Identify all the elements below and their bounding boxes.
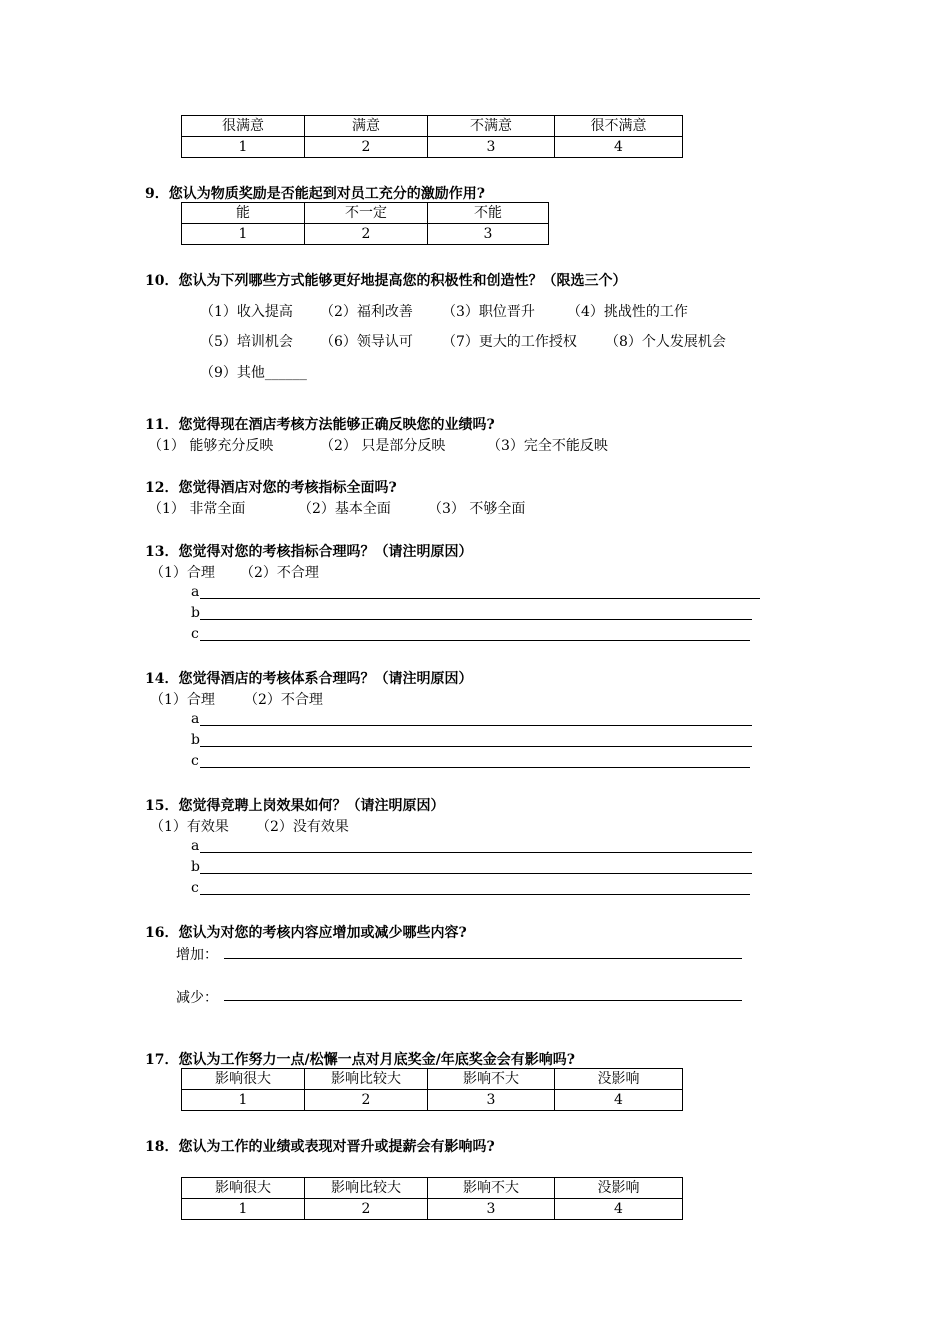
answer-line[interactable] — [200, 894, 750, 895]
question-10-option[interactable]: （6）领导认可 — [320, 334, 413, 350]
scale-option[interactable]: 1 — [182, 1090, 305, 1111]
answer-line[interactable] — [200, 852, 752, 853]
scale-option[interactable]: 1 — [182, 137, 305, 158]
scale-option[interactable]: 2 — [305, 1199, 428, 1220]
scale-option[interactable]: 3 — [428, 137, 555, 158]
question-10-option[interactable]: （2）福利改善 — [320, 304, 413, 320]
scale-option[interactable]: 1 — [182, 1199, 305, 1220]
increase-answer-line[interactable] — [224, 958, 742, 959]
question-12-option[interactable]: （3） 不够全面 — [428, 501, 526, 517]
scale-option[interactable]: 3 — [428, 224, 549, 245]
question-10-option[interactable]: （7）更大的工作授权 — [442, 334, 577, 350]
answer-line[interactable] — [200, 598, 760, 599]
scale-option[interactable]: 2 — [305, 137, 428, 158]
question-10-title: 10．您认为下列哪些方式能够更好地提高您的积极性和创造性？（限选三个） — [145, 273, 627, 289]
question-15-option[interactable]: （2）没有效果 — [256, 819, 349, 835]
question-16-title: 16．您认为对您的考核内容应增加或减少哪些内容? — [145, 925, 467, 941]
answer-line[interactable] — [200, 619, 752, 620]
scale-option[interactable]: 1 — [182, 224, 305, 245]
question-13-title: 13．您觉得对您的考核指标合理吗？（请注明原因） — [145, 544, 473, 560]
question-18-table — [181, 1177, 683, 1220]
table-header-cell: 能 — [182, 203, 305, 224]
table-header-cell: 没影响 — [555, 1069, 683, 1090]
reduce-label: 减少： — [176, 990, 218, 1006]
increase-label: 增加： — [176, 947, 218, 963]
scale-option[interactable]: 2 — [305, 224, 428, 245]
table-row — [182, 1090, 683, 1111]
question-13-option[interactable]: （2）不合理 — [240, 565, 319, 581]
question-9-table — [181, 202, 549, 245]
table-header-row — [182, 1178, 683, 1199]
question-15-title: 15．您觉得竞聘上岗效果如何？（请注明原因） — [145, 798, 445, 814]
table-header-row — [182, 116, 683, 137]
scale-option[interactable]: 3 — [428, 1199, 555, 1220]
answer-line-label: c — [191, 753, 199, 769]
answer-line-label: b — [191, 732, 200, 748]
table-header-cell: 影响比较大 — [305, 1178, 428, 1199]
answer-line-label: b — [191, 859, 200, 875]
question-10-option[interactable]: （9）其他______ — [200, 365, 307, 381]
question-10-option[interactable]: （3）职位晋升 — [442, 304, 535, 320]
question-14-option[interactable]: （2）不合理 — [244, 692, 323, 708]
question-17-table — [181, 1068, 683, 1111]
table-header-cell: 影响不大 — [428, 1178, 555, 1199]
scale-option[interactable]: 3 — [428, 1090, 555, 1111]
answer-line[interactable] — [200, 873, 752, 874]
question-13-option[interactable]: （1）合理 — [150, 565, 215, 581]
question-10-option[interactable]: （1）收入提高 — [200, 304, 293, 320]
table-row — [182, 224, 549, 245]
question-14-option[interactable]: （1）合理 — [150, 692, 215, 708]
table-row — [182, 137, 683, 158]
question-12-option[interactable]: （1） 非常全面 — [148, 501, 246, 517]
table-header-row — [182, 203, 549, 224]
question-11-option[interactable]: （3）完全不能反映 — [487, 438, 608, 454]
answer-line[interactable] — [200, 725, 752, 726]
scale-option[interactable]: 2 — [305, 1090, 428, 1111]
answer-line[interactable] — [200, 746, 752, 747]
answer-line-label: c — [191, 880, 199, 896]
scale-option[interactable]: 4 — [555, 1199, 683, 1220]
answer-line[interactable] — [200, 640, 750, 641]
table-row — [182, 1199, 683, 1220]
table-header-cell: 很满意 — [182, 116, 305, 137]
table-header-cell: 不能 — [428, 203, 549, 224]
answer-line-label: c — [191, 626, 199, 642]
table-header-cell: 不满意 — [428, 116, 555, 137]
question-11-option[interactable]: （2） 只是部分反映 — [320, 438, 446, 454]
table-header-row — [182, 1069, 683, 1090]
question-11-option[interactable]: （1） 能够充分反映 — [148, 438, 274, 454]
scale-option[interactable]: 4 — [555, 1090, 683, 1111]
table-header-cell: 影响不大 — [428, 1069, 555, 1090]
table-header-cell: 影响比较大 — [305, 1069, 428, 1090]
question-10-option[interactable]: （8）个人发展机会 — [605, 334, 726, 350]
question-12-option[interactable]: （2）基本全面 — [298, 501, 391, 517]
question-10-option[interactable]: （4）挑战性的工作 — [567, 304, 688, 320]
question-17-title: 17．您认为工作努力一点/松懈一点对月底奖金/年底奖金会有影响吗? — [145, 1052, 575, 1068]
question-11-title: 11．您觉得现在酒店考核方法能够正确反映您的业绩吗? — [145, 417, 495, 433]
table-header-cell: 没影响 — [555, 1178, 683, 1199]
question-18-title: 18．您认为工作的业绩或表现对晋升或提薪会有影响吗? — [145, 1139, 495, 1155]
table-header-cell: 满意 — [305, 116, 428, 137]
table-header-cell: 不一定 — [305, 203, 428, 224]
answer-line-label: a — [191, 711, 200, 727]
table-header-cell: 影响很大 — [182, 1069, 305, 1090]
satisfaction-table — [181, 115, 683, 158]
question-9-title: 9．您认为物质奖励是否能起到对员工充分的激励作用? — [145, 186, 485, 202]
answer-line-label: b — [191, 605, 200, 621]
table-header-cell: 很不满意 — [555, 116, 683, 137]
answer-line[interactable] — [200, 767, 750, 768]
table-header-cell: 影响很大 — [182, 1178, 305, 1199]
answer-line-label: a — [191, 584, 200, 600]
question-12-title: 12．您觉得酒店对您的考核指标全面吗? — [145, 480, 397, 496]
question-14-title: 14．您觉得酒店的考核体系合理吗？（请注明原因） — [145, 671, 473, 687]
reduce-answer-line[interactable] — [224, 1000, 742, 1001]
scale-option[interactable]: 4 — [555, 137, 683, 158]
answer-line-label: a — [191, 838, 200, 854]
question-10-option[interactable]: （5）培训机会 — [200, 334, 293, 350]
question-15-option[interactable]: （1）有效果 — [150, 819, 229, 835]
